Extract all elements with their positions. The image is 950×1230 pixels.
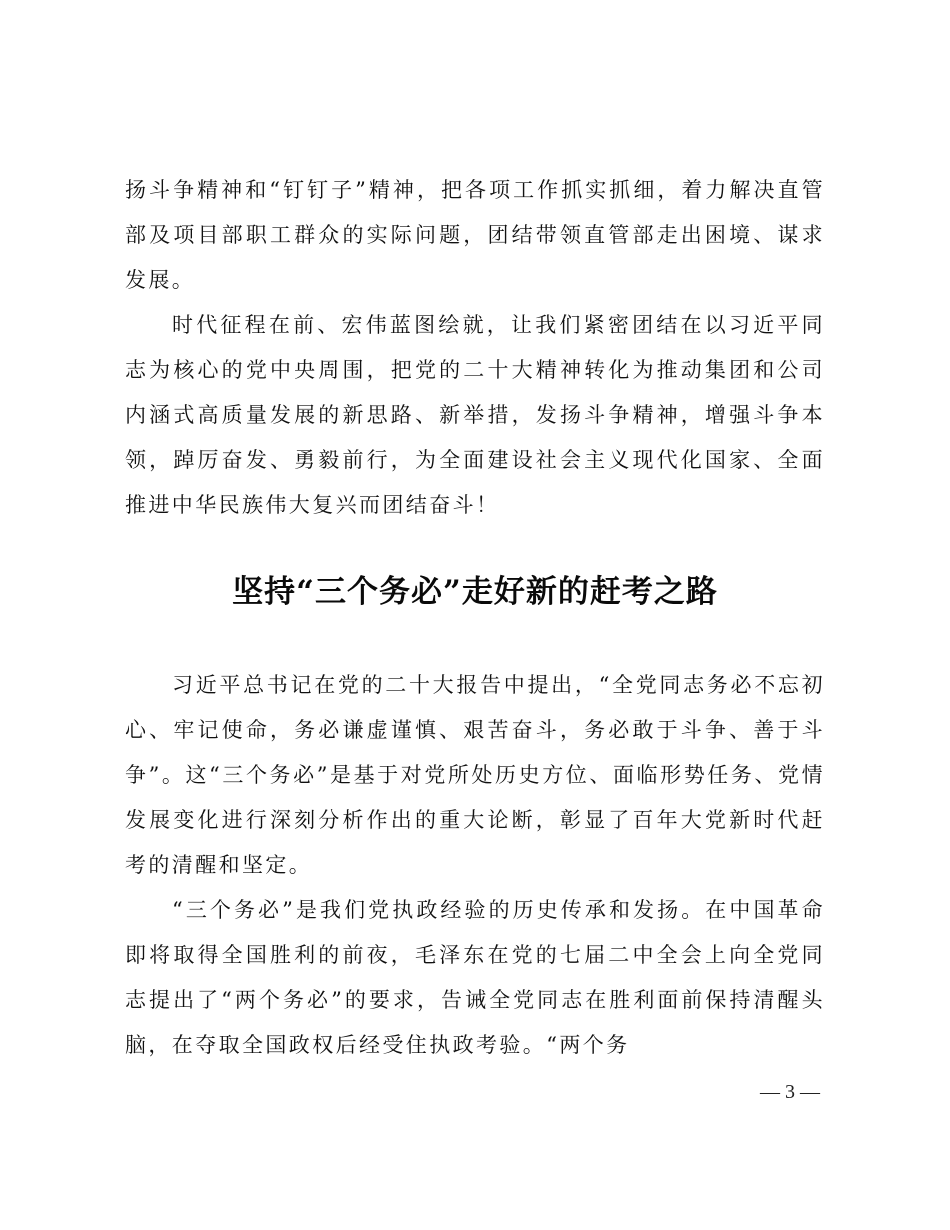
section-2 xyxy=(125,663,825,1068)
page-number: — 3 — xyxy=(760,1081,820,1103)
paragraph-history: “三个务必”是我们党执政经验的历史传承和发扬。在中国革命即将取得全国胜利的前夜，毛泽东在党的七届二中全会上向全党同志提出了“两个务必”的要求，告诫全党同志在胜利面前保持清醒头脑，在夺取全国政权后经受住执政考验。“两个务 xyxy=(125,898,825,1057)
paragraph-closing: 时代征程在前、宏伟蓝图绘就，让我们紧密团结在以习近平同志为核心的党中央周围，把党的二十大精神转化为推动集团和公司内涵式高质量发展的新思路、新举措，发扬斗争精神，增强斗争本领，踔厉奋发、勇毅前行，为全面建设社会主义现代化国家、全面推进中华民族伟大复兴而团结奋斗！ xyxy=(125,313,825,517)
article-title: 坚持“三个务必”走好新的赶考之路 xyxy=(232,574,718,610)
paragraph-continued: 扬斗争精神和“钉钉子”精神，把各项工作抓实抓细，着力解决直管部及项目部职工群众的实际问题，团结带领直管部走出困境、谋求发展。 xyxy=(125,178,825,292)
paragraph-intro: 习近平总书记在党的二十大报告中提出，“全党同志务必不忘初心、牢记使命，务必谦虚谨慎、艰苦奋斗，务必敢于斗争、善于斗争”。这“三个务必”是基于对党所处历史方位、面临形势任务、党情发展变化进行深刻分析作出的重大论断，彰显了百年大党新时代赶考的清醒和坚定。 xyxy=(125,673,825,877)
section-1 xyxy=(125,168,825,528)
